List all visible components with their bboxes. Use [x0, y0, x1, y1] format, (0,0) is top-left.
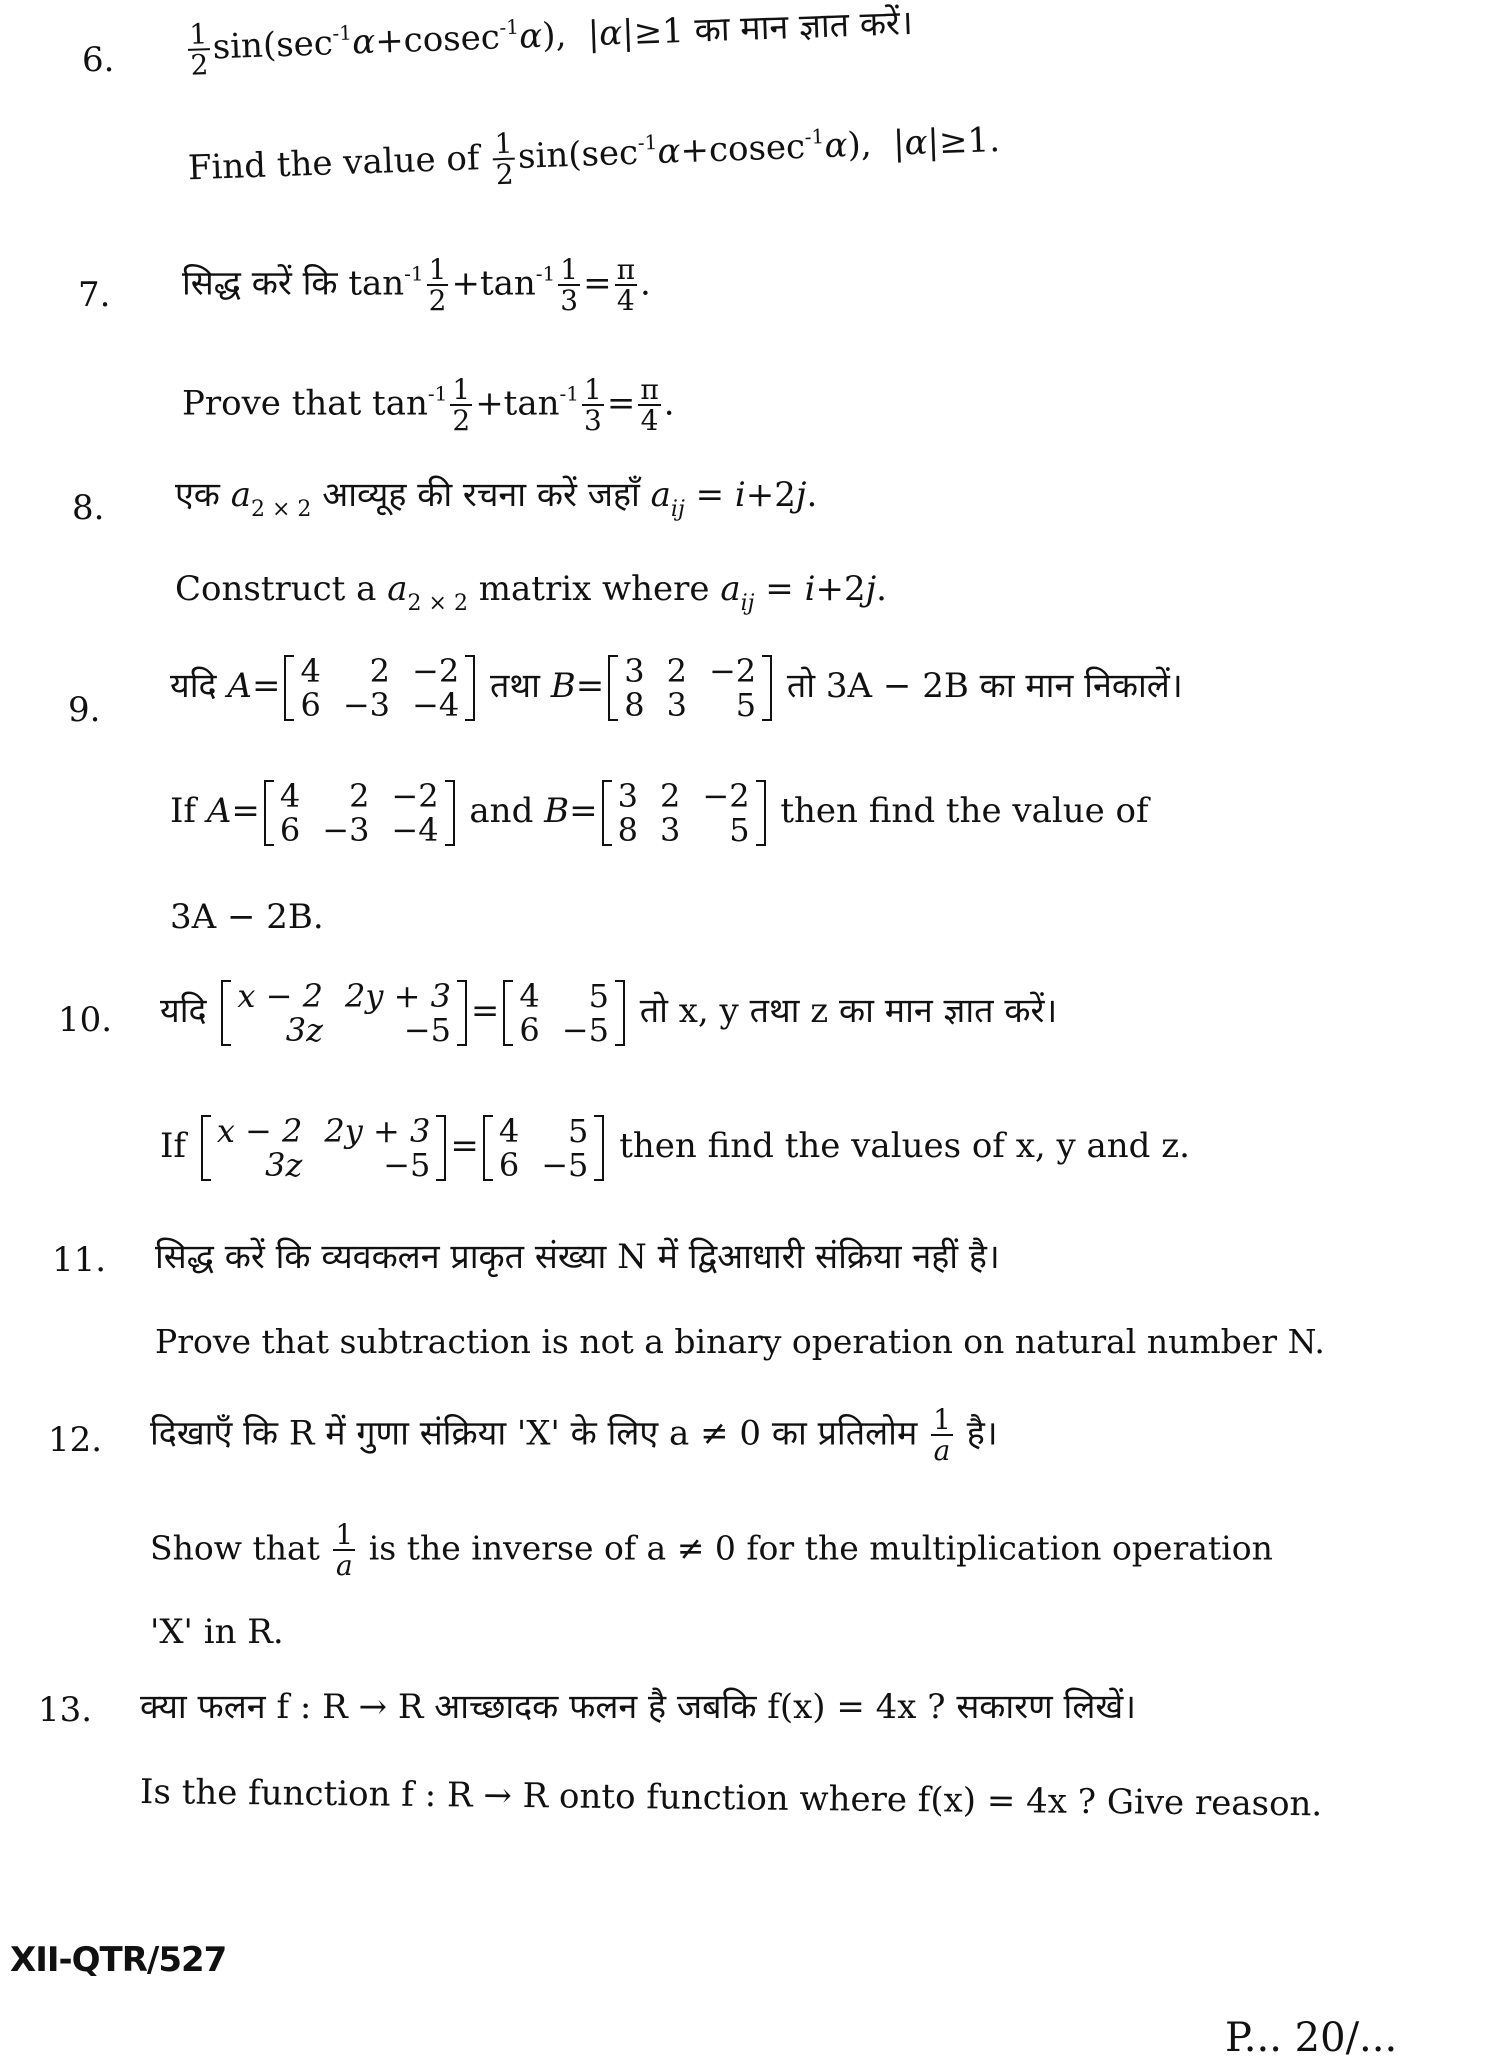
- question-9-hindi: यदि A= 4 2 −2 6 −3 −4 तथा B= 3 2 −2 8 3 5 तो 3A − 2B का मान निकालें।: [170, 652, 1183, 724]
- question-number-7: 7.: [78, 275, 111, 315]
- hindi-lead: एक: [175, 475, 220, 515]
- question-13-hindi: क्या फलन f : R → R आच्छादक फलन है जबकि f(x) = 4x ? सकारण लिखें।: [140, 1687, 1137, 1727]
- hindi-and: तथा: [489, 666, 540, 706]
- english-tail: then find the value of: [780, 791, 1149, 831]
- matrix-A: 4 2 −2 6 −3 −4: [284, 655, 475, 721]
- english-tail: then find the values of x, y and z.: [619, 1126, 1190, 1166]
- english-mid: matrix where: [478, 569, 710, 609]
- hindi-tail: तो 3A − 2B का मान निकालें।: [786, 666, 1183, 706]
- matrix-right: 4 5 6 −5: [483, 1115, 605, 1181]
- question-8-english: Construct a $a_{2 \times 2}$ matrix where $a_{ij} = i+2j$.: [175, 569, 887, 616]
- english-and: and: [469, 791, 534, 831]
- english-lead: Construct a: [175, 569, 377, 609]
- english-lead: If: [170, 791, 197, 831]
- question-11-hindi: सिद्ध करें कि व्यवकलन प्राकृत संख्या N में द्विआधारी संक्रिया नहीं है।: [155, 1237, 1000, 1277]
- english-lead: Prove that: [182, 383, 362, 424]
- hindi-tail: का मान ज्ञात करें।: [693, 2, 914, 51]
- question-10-english: If x − 2 2y + 3 3z −5 = 4 5 6 −5 then find the values of x, y and z.: [160, 1112, 1190, 1184]
- question-number-6: 6.: [82, 40, 115, 80]
- question-6-english: Find the value of $\frac{1}{2}$ $\sin(\sec^{-1}\alpha+cosec^{-1}\alpha)$, |α|≥1.: [187, 120, 1001, 192]
- question-12-english: Show that $\frac{1}{a}$ is the inverse of a ≠ 0 for the multiplication operation: [150, 1518, 1273, 1583]
- matrix-B: 3 2 −2 8 3 5: [608, 655, 772, 721]
- english-lead: Show that: [150, 1528, 320, 1568]
- english-lead: Find the value of: [187, 138, 481, 189]
- hindi-mid: आव्यूह की रचना करें जहाँ: [322, 475, 640, 515]
- question-7-english: Prove that $\tan^{-1}$ $\frac{1}{2}$ $+\tan^{-1}$ $\frac{1}{3}$ = $\frac{\pi}{4}$ .: [182, 373, 675, 438]
- hindi-lead: सिद्ध करें कि: [182, 263, 338, 304]
- english-mid: is the inverse of a ≠ 0 for the multiplication operation: [368, 1528, 1273, 1568]
- question-number-12: 12.: [48, 1420, 103, 1460]
- matrix-right: 4 5 6 −5: [503, 980, 625, 1046]
- fraction-half: $\frac{1}{2}$: [494, 126, 515, 192]
- question-number-8: 8.: [72, 488, 105, 528]
- question-6-hindi: $\frac{1}{2}$ $\sin(\sec^{-1}\alpha+cosec^{-1}\alpha)$, |α|≥1 का मान ज्ञात करें।: [188, 2, 914, 83]
- page-number-fragment: P... 20/...: [1225, 2015, 1398, 2061]
- question-12-hindi: दिखाएँ कि R में गुणा संक्रिया 'X' के लिए a ≠ 0 का प्रतिलोम $\frac{1}{a}$ है।: [150, 1403, 998, 1468]
- hindi-text: दिखाएँ कि R में गुणा संक्रिया 'X' के लिए a ≠ 0 का प्रतिलोम: [150, 1413, 918, 1454]
- matrix-left: x − 2 2y + 3 3z −5: [201, 1115, 447, 1181]
- question-13-english: Is the function f : R → R onto function where f(x) = 4x ? Give reason.: [139, 1772, 1323, 1825]
- matrix-left: x − 2 2y + 3 3z −5: [221, 980, 467, 1046]
- question-8-hindi: एक $a_{2 \times 2}$ आव्यूह की रचना करें जहाँ $a_{ij} = i+2j$.: [175, 475, 818, 522]
- question-11-english: Prove that subtraction is not a binary operation on natural number N.: [155, 1322, 1325, 1361]
- hindi-lead: यदि: [170, 666, 217, 706]
- hindi-lead: यदि: [160, 991, 207, 1031]
- matrix-A: 4 2 −2 6 −3 −4: [264, 780, 455, 846]
- matrix-B: 3 2 −2 8 3 5: [602, 780, 766, 846]
- question-9-english: If A= 4 2 −2 6 −3 −4 and B= 3 2 −2 8 3 5 then find the value of: [170, 777, 1149, 849]
- question-9-english-cont: 3A − 2B.: [170, 897, 324, 937]
- question-number-9: 9.: [68, 690, 101, 730]
- question-number-10: 10.: [58, 1000, 113, 1040]
- question-7-hindi: सिद्ध करें कि $\tan^{-1}$ $\frac{1}{2}$ $+\tan^{-1}$ $\frac{1}{3}$ = $\frac{\pi}{4}$ .: [182, 253, 651, 318]
- hindi-tail: है।: [966, 1413, 998, 1454]
- english-lead: If: [160, 1126, 187, 1166]
- paper-code: XII-QTR/527: [10, 1940, 227, 1980]
- question-number-11: 11.: [52, 1240, 107, 1280]
- question-12-english-cont: 'X' in R.: [150, 1612, 284, 1652]
- question-10-hindi: यदि x − 2 2y + 3 3z −5 = 4 5 6 −5 तो x, y तथा z का मान ज्ञात करें।: [160, 977, 1058, 1049]
- question-number-13: 13.: [38, 1690, 93, 1730]
- hindi-tail: तो x, y तथा z का मान ज्ञात करें।: [639, 991, 1058, 1031]
- fraction-half: $\frac{1}{2}$: [188, 17, 209, 83]
